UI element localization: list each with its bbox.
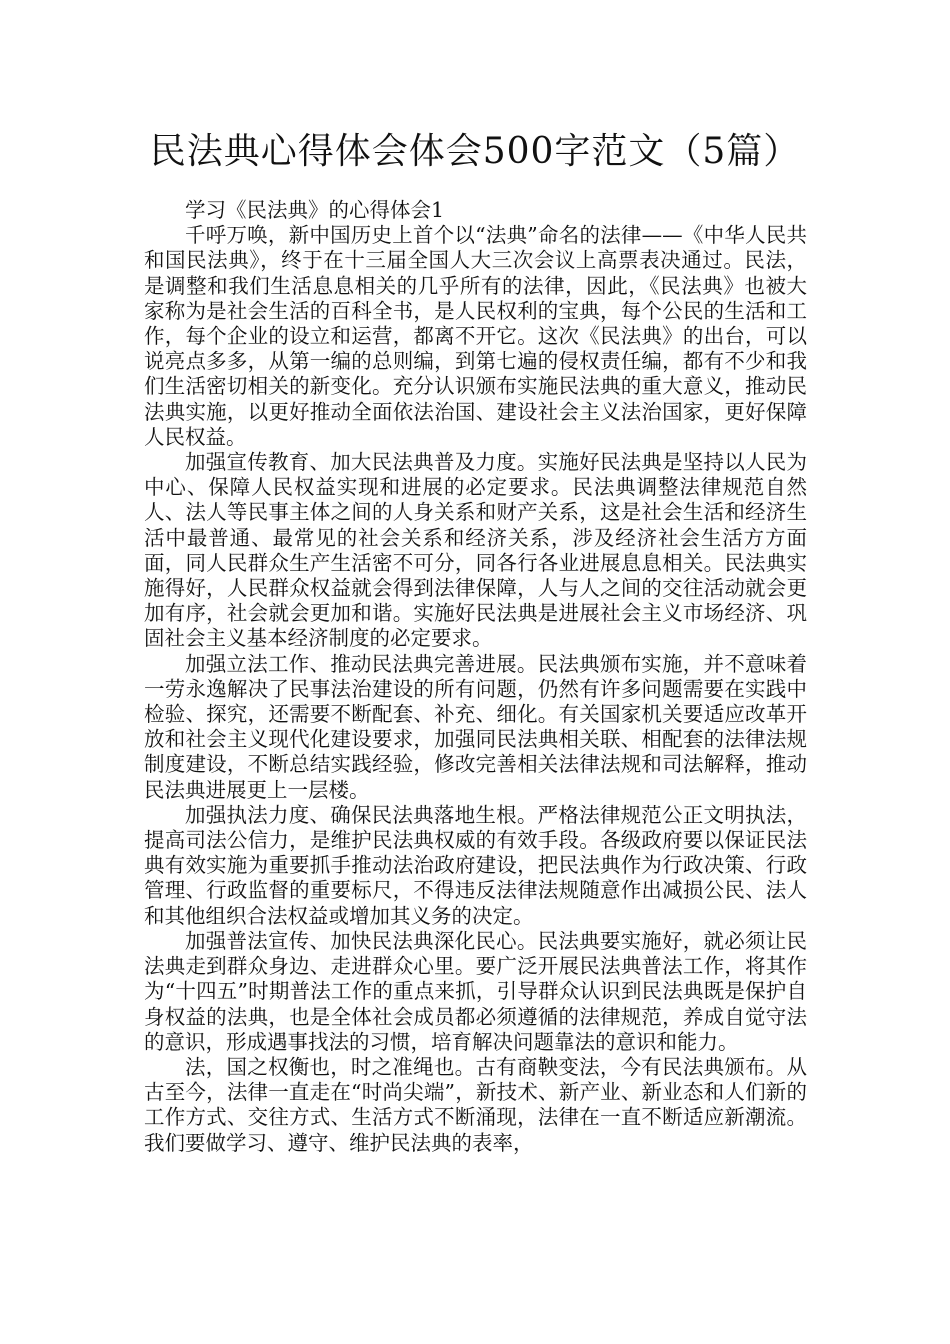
paragraph-enforcement: 加强执法力度、确保民法典落地生根。严格法律规范公正文明执法，提高司法公信力，是维护民法典权威的有效手段。各级政府要以保证民法典有效实施为重要抓手推动法治政府建设，把民法典作为行政决策、行政管理、行政监督的重要标尺，不得违反法律法规随意作出减损公民、法人和其他组织合法权益或增加其义务的决定。 bbox=[144, 802, 807, 928]
paragraph-publicity: 加强宣传教育、加大民法典普及力度。实施好民法典是坚持以人民为中心、保障人民权益实现和进展的必定要求。民法典调整法律规范自然人、法人等民事主体之间的人身关系和财产关系，这是社会生活和经济生活中最普通、最常见的社会关系和经济关系，涉及经济社会生活方方面面，同人民群众生产生活密不可分，同各行各业进展息息相关。民法典实施得好，人民群众权益就会得到法律保障，人与人之间的交往活动就会更加有序，社会就会更加和谐。实施好民法典是进展社会主义市场经济、巩固社会主义基本经济制度的必定要求。 bbox=[144, 450, 807, 651]
paragraph-legal-education: 加强普法宣传、加快民法典深化民心。民法典要实施好，就必须让民法典走到群众身边、走进群众心里。要广泛开展民法典普法工作，将其作为“十四五”时期普法工作的重点来抓，引导群众认识到民法典既是保护自身权益的法典，也是全体社会成员都必须遵循的法律规范，养成自觉守法的意识，形成遇事找法的习惯，培育解决问题靠法的意识和能力。 bbox=[144, 928, 807, 1054]
document-title: 民法典心得体会体会500字范文（5篇） bbox=[149, 131, 801, 172]
paragraph-intro: 千呼万唤，新中国历史上首个以“法典”命名的法律——《中华人民共和国民法典》，终于在十三届全国人大三次会议上高票表决通过。民法，是调整和我们生活息息相关的几乎所有的法律，因此，《民法典》也被大家称为是社会生活的百科全书，是人民权利的宝典，每个公民的生活和工作，每个企业的设立和运营，都离不开它。这次《民法典》的出台，可以说亮点多多，从第一编的总则编，到第七遍的侵权责任编，都有不少和我们生活密切相关的新变化。充分认识颁布实施民法典的重大意义，推动民法典实施，以更好推动全面依法治国、建设社会主义法治国家，更好保障人民权益。 bbox=[144, 223, 807, 449]
paragraph-conclusion: 法，国之权衡也，时之准绳也。古有商鞅变法，今有民法典颁布。从古至今，法律一直走在“时尚尖端”，新技术、新产业、新业态和人们新的工作方式、交往方式、生活方式不断涌现，法律在一直不断适应新潮流。我们要做学习、遵守、维护民法典的表率， bbox=[144, 1054, 807, 1155]
document-body bbox=[144, 198, 807, 1156]
section-subheading: 学习《民法典》的心得体会1 bbox=[185, 198, 445, 222]
paragraph-legislation: 加强立法工作、推动民法典完善进展。民法典颁布实施，并不意味着一劳永逸解决了民事法治建设的所有问题，仍然有许多问题需要在实践中检验、探究，还需要不断配套、补充、细化。有关国家机关要适应改革开放和社会主义现代化建设要求，加强同民法典相关联、相配套的法律法规制度建设，不断总结实践经验，修改完善相关法律法规和司法解释，推动民法典进展更上一层楼。 bbox=[144, 651, 807, 802]
